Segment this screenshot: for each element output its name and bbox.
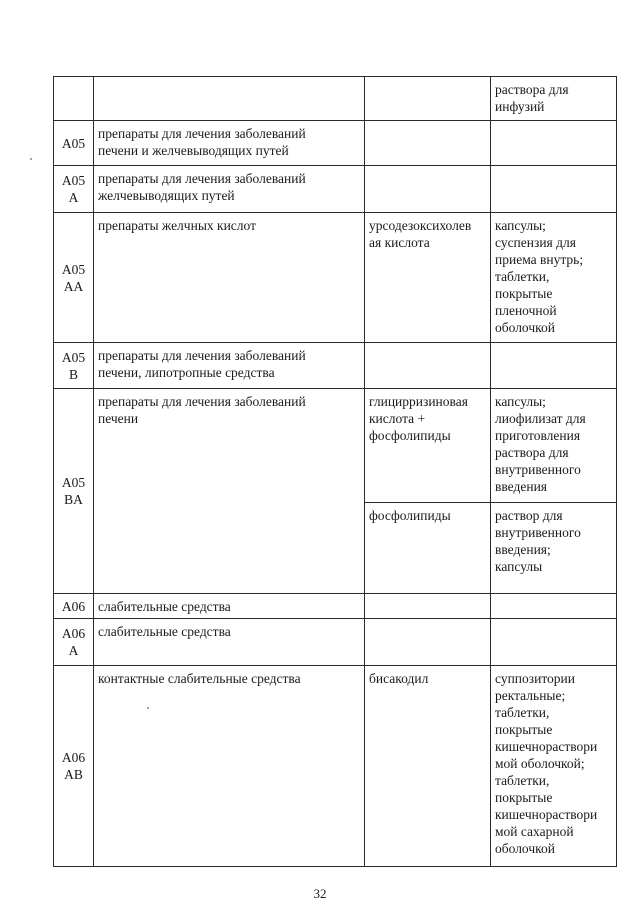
table-row xyxy=(54,166,617,213)
text-line: глицирризиновая xyxy=(369,394,468,409)
text-line: печени, липотропные средства xyxy=(98,365,275,380)
text-line: приема внутрь; xyxy=(495,252,584,267)
active-substance-cell xyxy=(365,666,491,867)
atc-code-part: AA xyxy=(63,278,84,294)
text-line: капсулы; xyxy=(495,218,546,233)
text-line: таблетки, xyxy=(495,269,550,284)
atc-code-part: A06 xyxy=(61,750,86,765)
text-line: суппозитории xyxy=(495,671,575,686)
text-line: инфузий xyxy=(495,99,545,114)
text-line: печени и желчевыводящих путей xyxy=(98,143,289,158)
atc-code-part: A06 xyxy=(61,598,86,614)
atc-code-cell xyxy=(54,389,94,594)
text-line: пленочной xyxy=(495,303,557,318)
atc-code-part: AB xyxy=(64,767,83,782)
active-substance-cell xyxy=(365,213,491,343)
atc-code-cell xyxy=(54,619,94,666)
table-row xyxy=(54,121,617,166)
drug-classification-table xyxy=(53,76,617,867)
text-line: урсодезоксихолев xyxy=(369,218,472,233)
pharmacological-group-cell xyxy=(94,619,365,666)
atc-code-part: A05 xyxy=(61,173,86,188)
text-line: печени xyxy=(98,411,139,426)
text-line: таблетки, xyxy=(495,773,550,788)
dosage-form-cell xyxy=(491,121,617,166)
dosage-form-cell xyxy=(491,503,617,594)
pharmacological-group-cell xyxy=(94,343,365,389)
text-line: ая кислота xyxy=(369,235,430,250)
active-substance-cell xyxy=(365,389,491,503)
text-line: раствора для xyxy=(495,82,569,97)
text-line: внутривенного xyxy=(495,525,581,540)
text-line: слабительные средства xyxy=(98,624,231,639)
dosage-form-cell xyxy=(491,77,617,121)
table-row xyxy=(54,619,617,666)
text-line: препараты для лечения заболеваний xyxy=(98,348,306,363)
table-row xyxy=(54,666,617,867)
table-row xyxy=(54,594,617,619)
table-row xyxy=(54,389,617,503)
text-line: бисакодил xyxy=(369,671,429,686)
atc-code-cell xyxy=(54,77,94,121)
text-line: оболочкой xyxy=(495,841,555,856)
atc-code-cell xyxy=(54,213,94,343)
pharmacological-group-cell xyxy=(94,77,365,121)
text-line: кислота + xyxy=(369,411,426,426)
atc-code-part: A xyxy=(68,643,79,658)
atc-code-cell xyxy=(54,343,94,389)
text-line: мой сахарной xyxy=(495,824,574,839)
pharmacological-group-cell xyxy=(94,213,365,343)
text-line: препараты для лечения заболеваний xyxy=(98,394,306,409)
atc-code-part: A05 xyxy=(61,475,86,490)
scan-speck xyxy=(30,158,32,160)
table-row xyxy=(54,77,617,121)
pharmacological-group-cell xyxy=(94,121,365,166)
atc-code-part: A xyxy=(68,190,79,205)
text-line: покрытые xyxy=(495,722,553,737)
text-line: оболочкой xyxy=(495,320,555,335)
text-line: раствор для xyxy=(495,508,563,523)
atc-code-part: B xyxy=(68,366,78,382)
text-line: фосфолипиды xyxy=(369,428,451,443)
atc-code-cell xyxy=(54,594,94,619)
active-substance-cell xyxy=(365,121,491,166)
atc-code-part: BA xyxy=(64,492,83,507)
pharmacological-group-cell xyxy=(94,166,365,213)
atc-code-cell xyxy=(54,121,94,166)
text-line: фосфолипиды xyxy=(369,508,451,523)
text-line: капсулы xyxy=(495,559,543,574)
table-row xyxy=(54,213,617,343)
atc-code-part: A05 xyxy=(61,261,86,277)
text-line: препараты желчных кислот xyxy=(98,218,256,233)
text-line: введения; xyxy=(495,542,551,557)
dosage-form-cell xyxy=(491,619,617,666)
text-line: приготовления xyxy=(495,428,581,443)
text-line: кишечнораствори xyxy=(495,739,598,754)
pharmacological-group-cell xyxy=(94,594,365,619)
atc-code-part: A05 xyxy=(61,349,86,365)
text-line: желчевыводящих путей xyxy=(98,188,235,203)
active-substance-cell xyxy=(365,594,491,619)
text-line: суспензия для xyxy=(495,235,576,250)
text-line: внутривенного xyxy=(495,462,581,477)
text-line: препараты для лечения заболеваний xyxy=(98,126,306,141)
text-line: раствора для xyxy=(495,445,569,460)
dosage-form-cell xyxy=(491,666,617,867)
dosage-form-cell xyxy=(491,594,617,619)
text-line: препараты для лечения заболеваний xyxy=(98,171,306,186)
text-line: покрытые xyxy=(495,286,553,301)
active-substance-cell xyxy=(365,619,491,666)
active-substance-cell xyxy=(365,166,491,213)
atc-code-cell xyxy=(54,666,94,867)
atc-code-part: A06 xyxy=(61,626,86,641)
scan-speck xyxy=(147,707,149,709)
table-row xyxy=(54,343,617,389)
page-number: 32 xyxy=(313,886,327,901)
active-substance-cell xyxy=(365,77,491,121)
text-line: кишечнораствори xyxy=(495,807,598,822)
text-line: лиофилизат для xyxy=(495,411,586,426)
dosage-form-cell xyxy=(491,166,617,213)
text-line: ректальные; xyxy=(495,688,566,703)
text-line: мой оболочкой; xyxy=(495,756,585,771)
text-line: контактные слабительные средства xyxy=(98,671,301,686)
active-substance-cell xyxy=(365,503,491,594)
text-line: введения xyxy=(495,479,548,494)
text-line: покрытые xyxy=(495,790,553,805)
text-line: слабительные средства xyxy=(98,599,231,614)
atc-code-part: A05 xyxy=(61,135,86,151)
pharmacological-group-cell xyxy=(94,389,365,594)
atc-code-cell xyxy=(54,166,94,213)
text-line: капсулы; xyxy=(495,394,546,409)
text-line: таблетки, xyxy=(495,705,550,720)
pharmacological-group-cell xyxy=(94,666,365,867)
dosage-form-cell xyxy=(491,343,617,389)
active-substance-cell xyxy=(365,343,491,389)
dosage-form-cell xyxy=(491,389,617,503)
dosage-form-cell xyxy=(491,213,617,343)
